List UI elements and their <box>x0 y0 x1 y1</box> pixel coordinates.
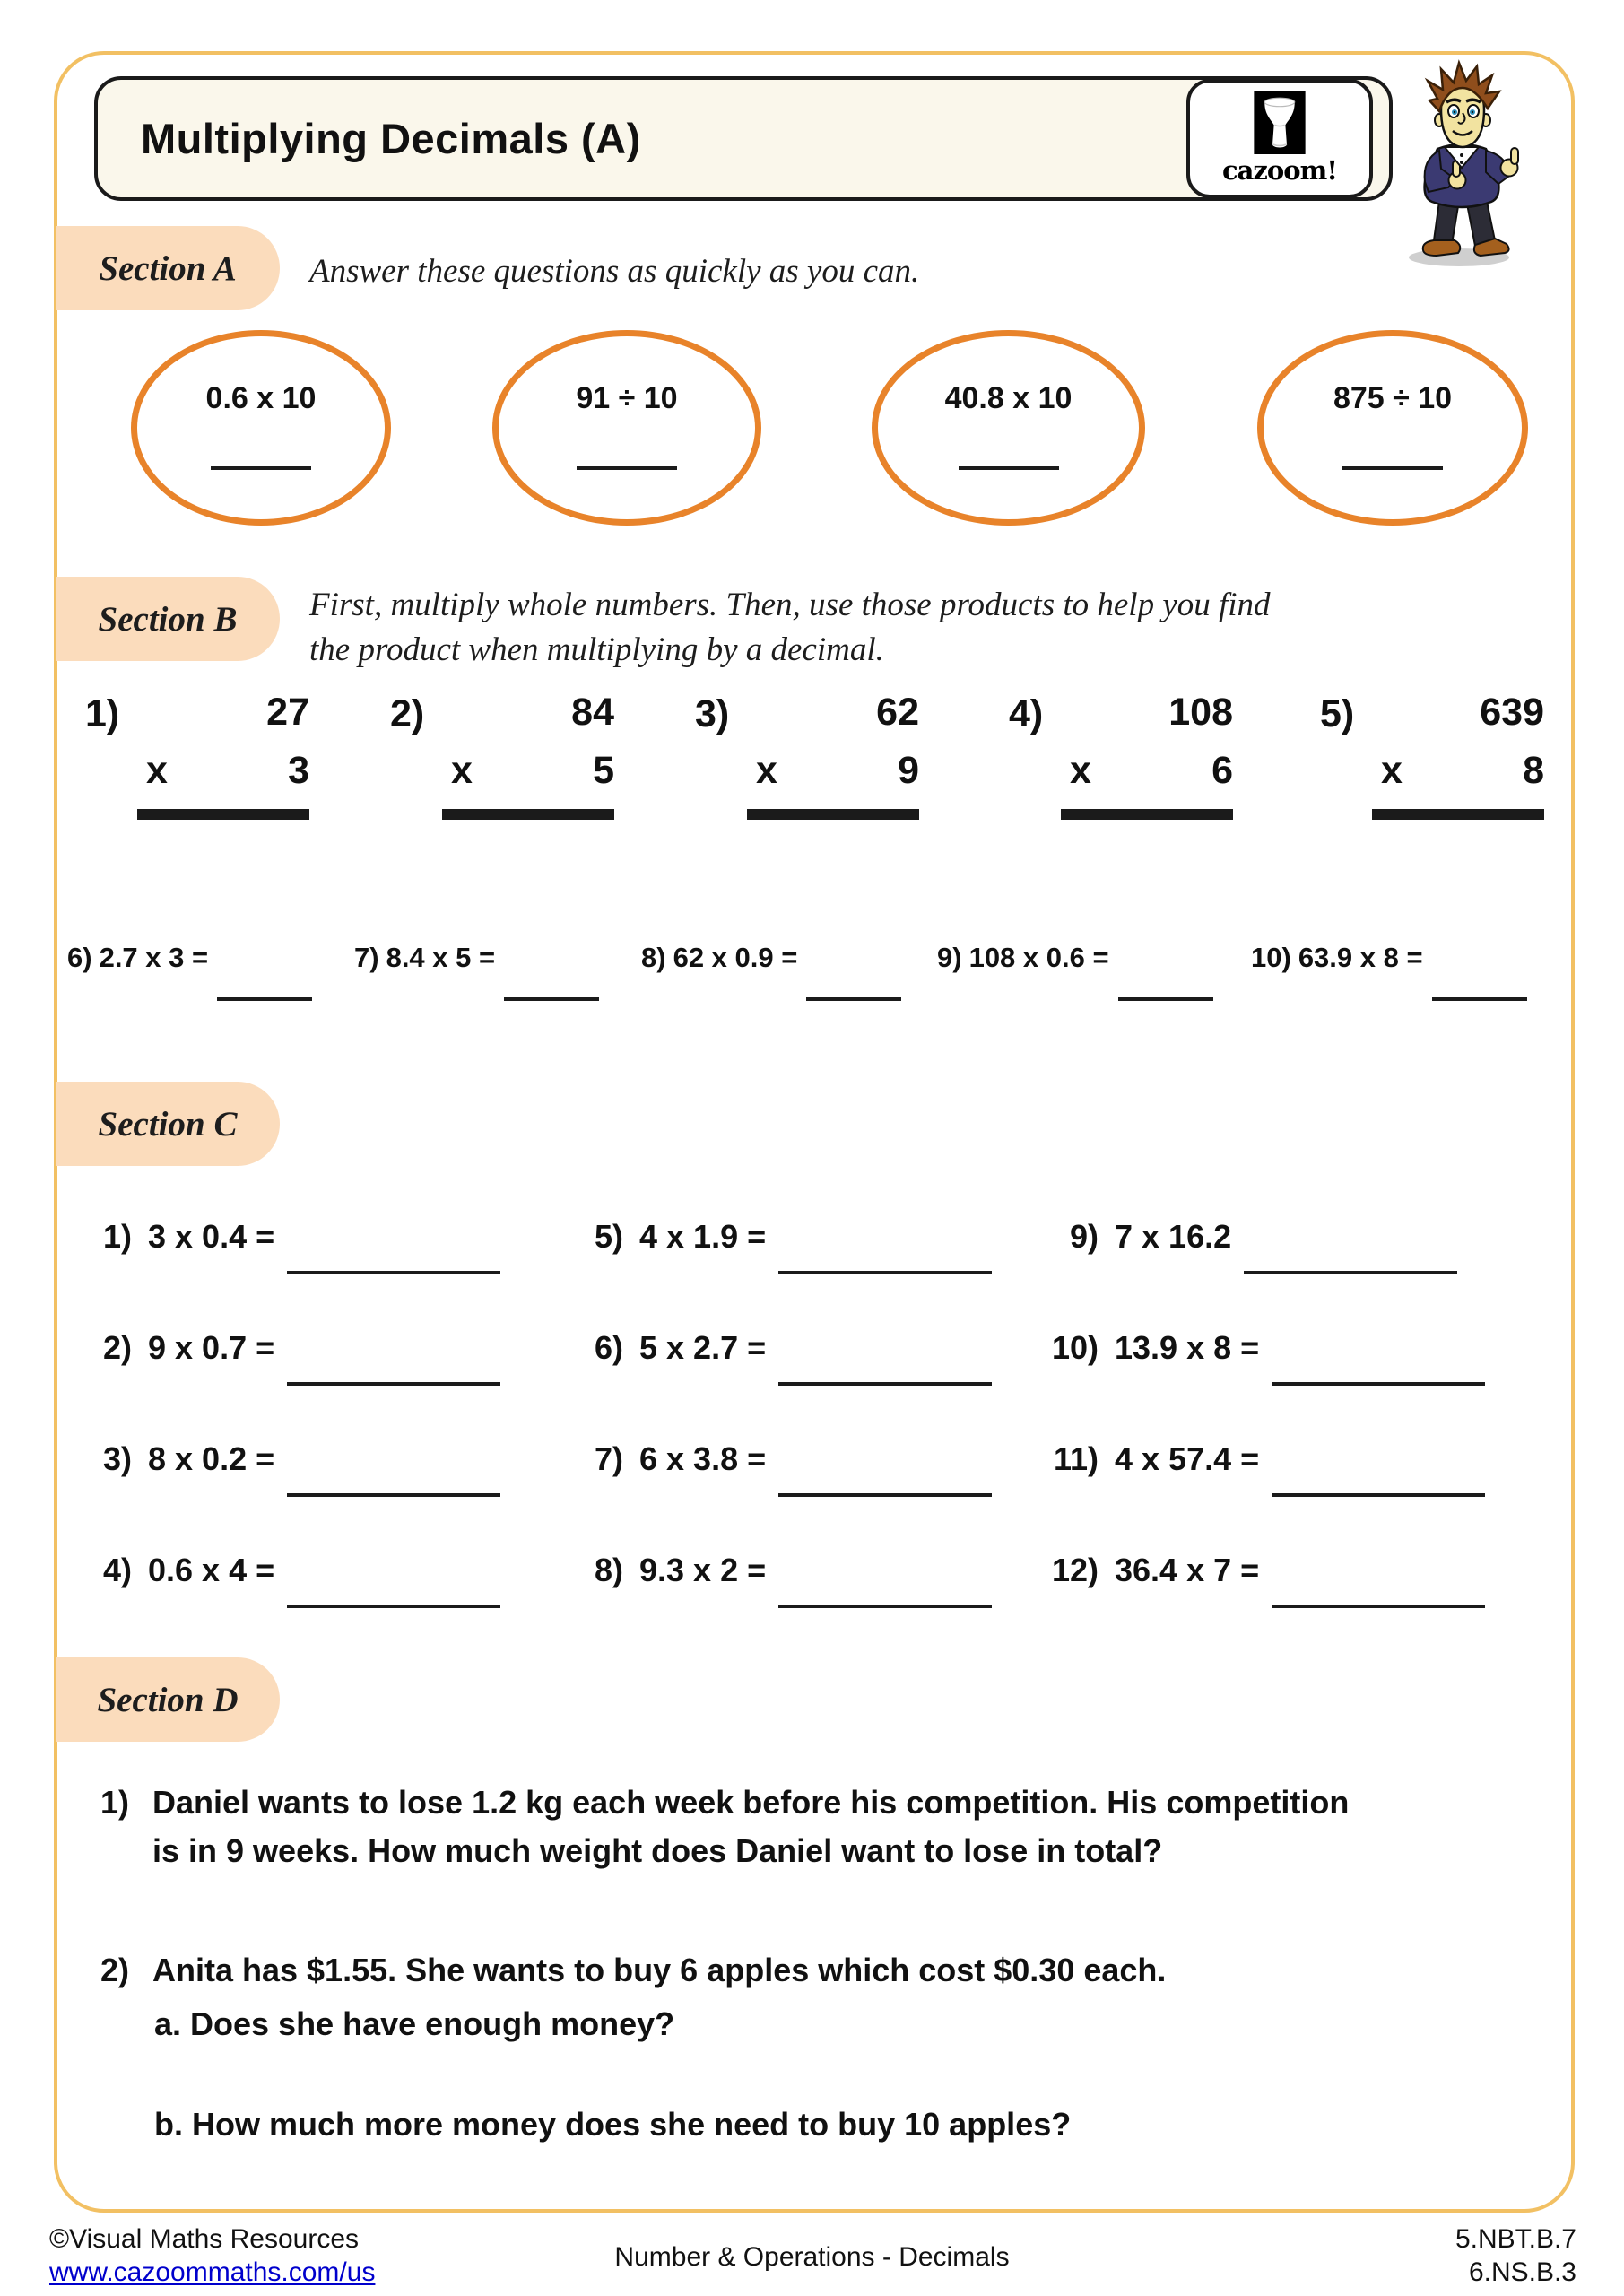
problem-expression: 7 x 16.2 <box>1115 1218 1232 1255</box>
multiplicand: 639 <box>1480 691 1544 734</box>
problem-expression: 63.9 x 8 = <box>1298 942 1423 973</box>
section-b-instruction <box>309 583 1271 673</box>
problem-text <box>152 1779 1349 1875</box>
problem-number: 11) <box>1053 1440 1099 1477</box>
problem <box>1029 1552 1485 1589</box>
word-problem-2b: b. How much more money does she need to buy 10 apples? <box>154 2106 1072 2143</box>
instruction-line: First, multiply whole numbers. Then, use those products to help you find <box>309 587 1271 623</box>
multiplier: 8 <box>1523 749 1544 793</box>
answer-blank <box>1272 1493 1485 1497</box>
problem-number: 5) <box>1320 692 1355 735</box>
section-c-header <box>56 1082 280 1166</box>
instruction-line: the product when multiplying by a decimal. <box>309 631 884 668</box>
problem <box>577 1218 992 1256</box>
inline-problem <box>641 942 901 974</box>
multiplicand: 84 <box>571 691 614 734</box>
section-b-header <box>56 577 280 661</box>
multiply-sign: x <box>756 749 777 793</box>
vertical-multiplication-problem <box>1320 692 1544 820</box>
problem-number: 1) <box>100 1784 130 1821</box>
answer-blank <box>1244 1271 1457 1274</box>
problem-number: 1) <box>85 692 120 735</box>
answer-blank <box>778 1605 992 1608</box>
problem-number: 5) <box>594 1218 623 1255</box>
problem-number: 12) <box>1051 1552 1099 1588</box>
oval-problem <box>492 330 761 526</box>
problem-number: 3) <box>102 1440 132 1477</box>
problem-expression: 108 x 0.6 = <box>968 942 1109 973</box>
section-a-instruction: Answer these questions as quickly as you can. <box>309 253 920 290</box>
vertical-multiplication-problem <box>390 692 614 820</box>
problem <box>577 1552 992 1589</box>
problem-number: 2) <box>102 1329 132 1366</box>
section-d-label: Section D <box>97 1680 239 1719</box>
cazoom-logo <box>1186 79 1373 198</box>
problem-number: 8) <box>594 1552 623 1588</box>
word-problem-1 <box>100 1779 1349 1875</box>
inline-problem <box>354 942 599 974</box>
answer-blank <box>1342 466 1443 470</box>
multiplier: 5 <box>593 749 614 793</box>
answer-blank <box>1432 997 1527 1001</box>
problem-number: 4) <box>1009 692 1044 735</box>
problem-number: 10) <box>1251 942 1291 973</box>
answer-blank <box>287 1382 500 1386</box>
cartoon-boy-mascot <box>1384 54 1540 269</box>
problem <box>1029 1440 1485 1478</box>
problem <box>85 1552 500 1589</box>
problem <box>85 1440 500 1478</box>
problem <box>1029 1218 1457 1256</box>
problem-expression: 91 ÷ 10 <box>576 381 678 415</box>
answer-blank <box>1272 1605 1485 1608</box>
answer-blank <box>287 1271 500 1274</box>
inline-problem <box>1251 942 1527 974</box>
problem-number: 1) <box>102 1218 132 1255</box>
problem <box>85 1329 500 1367</box>
problem-number: 3) <box>695 692 730 735</box>
problem-expression: 3 x 0.4 = <box>148 1218 275 1255</box>
problem-text-line: is in 9 weeks. How much weight does Daniel want to lose in total? <box>152 1832 1163 1869</box>
inline-problem <box>67 942 312 974</box>
answer-bar <box>137 809 309 820</box>
section-c-problem-grid <box>85 1218 1583 1675</box>
section-a-header <box>56 226 280 310</box>
answer-blank <box>211 466 311 470</box>
problem-number: 9) <box>937 942 962 973</box>
problem-expression: 0.6 x 10 <box>205 381 317 415</box>
answer-blank <box>1272 1382 1485 1386</box>
section-d-header <box>56 1657 280 1742</box>
multiplicand: 108 <box>1168 691 1233 734</box>
problem-number: 6) <box>594 1329 623 1366</box>
section-b-label: Section B <box>98 599 238 639</box>
problem-expression: 40.8 x 10 <box>944 381 1073 415</box>
answer-blank <box>1118 997 1213 1001</box>
problem-text: Anita has $1.55. She wants to buy 6 apples which cost $0.30 each. <box>152 1952 1167 1988</box>
problem-expression: 36.4 x 7 = <box>1115 1552 1260 1588</box>
answer-blank <box>504 997 599 1001</box>
copyright-text: ©Visual Maths Resources <box>49 2224 360 2254</box>
vertical-multiplication-problem <box>85 692 309 820</box>
page-title: Multiplying Decimals (A) <box>141 115 641 162</box>
problem-expression: 13.9 x 8 = <box>1115 1329 1260 1366</box>
multiply-sign: x <box>146 749 168 793</box>
problem-number: 6) <box>67 942 92 973</box>
inline-problem <box>937 942 1213 974</box>
problem-number: 4) <box>102 1552 132 1588</box>
multiply-sign: x <box>1070 749 1091 793</box>
problem-number: 7) <box>594 1440 623 1477</box>
multiply-sign: x <box>1381 749 1403 793</box>
answer-bar <box>442 809 614 820</box>
multiplicand: 27 <box>266 691 309 734</box>
answer-blank <box>806 997 901 1001</box>
problem-expression: 62 x 0.9 = <box>673 942 798 973</box>
standard-code: 6.NS.B.3 <box>1468 2257 1576 2287</box>
answer-bar <box>1061 809 1233 820</box>
problem-number: 10) <box>1051 1329 1099 1366</box>
problem <box>85 1218 500 1256</box>
problem-expression: 4 x 1.9 = <box>639 1218 767 1255</box>
standard-code: 5.NBT.B.7 <box>1455 2224 1576 2254</box>
multiplier: 3 <box>288 749 309 793</box>
vertical-multiplication-problem <box>695 692 919 820</box>
problem-expression: 8 x 0.2 = <box>148 1440 275 1477</box>
answer-blank <box>217 997 312 1001</box>
problem-expression: 8.4 x 5 = <box>386 942 496 973</box>
problem <box>577 1440 992 1478</box>
problem-number: 2) <box>100 1952 130 1988</box>
problem <box>577 1329 992 1367</box>
problem-expression: 4 x 57.4 = <box>1115 1440 1260 1477</box>
section-c-label: Section C <box>98 1104 238 1144</box>
answer-blank <box>778 1493 992 1497</box>
section-a-label: Section A <box>99 248 237 288</box>
vertical-multiplication-problem <box>1009 692 1233 820</box>
answer-bar <box>1372 809 1544 820</box>
problem-expression: 9.3 x 2 = <box>639 1552 767 1588</box>
oval-problem <box>1257 330 1528 526</box>
website-link[interactable]: www.cazoommaths.com/us <box>49 2257 376 2287</box>
problem-expression: 0.6 x 4 = <box>148 1552 275 1588</box>
multiplier: 6 <box>1211 749 1233 793</box>
multiplicand: 62 <box>876 691 919 734</box>
answer-blank <box>287 1493 500 1497</box>
oval-problem <box>872 330 1145 526</box>
answer-blank <box>287 1605 500 1608</box>
problem <box>1029 1329 1485 1367</box>
problem-number: 8) <box>641 942 666 973</box>
answer-blank <box>778 1382 992 1386</box>
answer-blank <box>577 466 677 470</box>
footer-standards <box>1455 2222 1576 2289</box>
drum-icon <box>1254 91 1306 154</box>
word-problem-2 <box>100 1946 1166 1995</box>
word-problem-2a: a. Does she have enough money? <box>154 2005 675 2042</box>
footer-topic: Number & Operations - Decimals <box>614 2242 1010 2272</box>
oval-problem <box>131 330 391 526</box>
problem-expression: 6 x 3.8 = <box>639 1440 767 1477</box>
answer-bar <box>747 809 919 820</box>
problem-number: 7) <box>354 942 379 973</box>
problem-expression: 5 x 2.7 = <box>639 1329 767 1366</box>
problem-text-line: Daniel wants to lose 1.2 kg each week before his competition. His competition <box>152 1784 1350 1821</box>
multiplier: 9 <box>898 749 919 793</box>
multiply-sign: x <box>451 749 473 793</box>
answer-blank <box>778 1271 992 1274</box>
problem-number: 2) <box>390 692 425 735</box>
problem-expression: 875 ÷ 10 <box>1333 381 1453 415</box>
problem-expression: 2.7 x 3 = <box>99 942 209 973</box>
answer-blank <box>959 466 1059 470</box>
logo-wordmark: cazoom! <box>1221 155 1338 186</box>
problem-number: 9) <box>1069 1218 1099 1255</box>
problem-expression: 9 x 0.7 = <box>148 1329 275 1366</box>
